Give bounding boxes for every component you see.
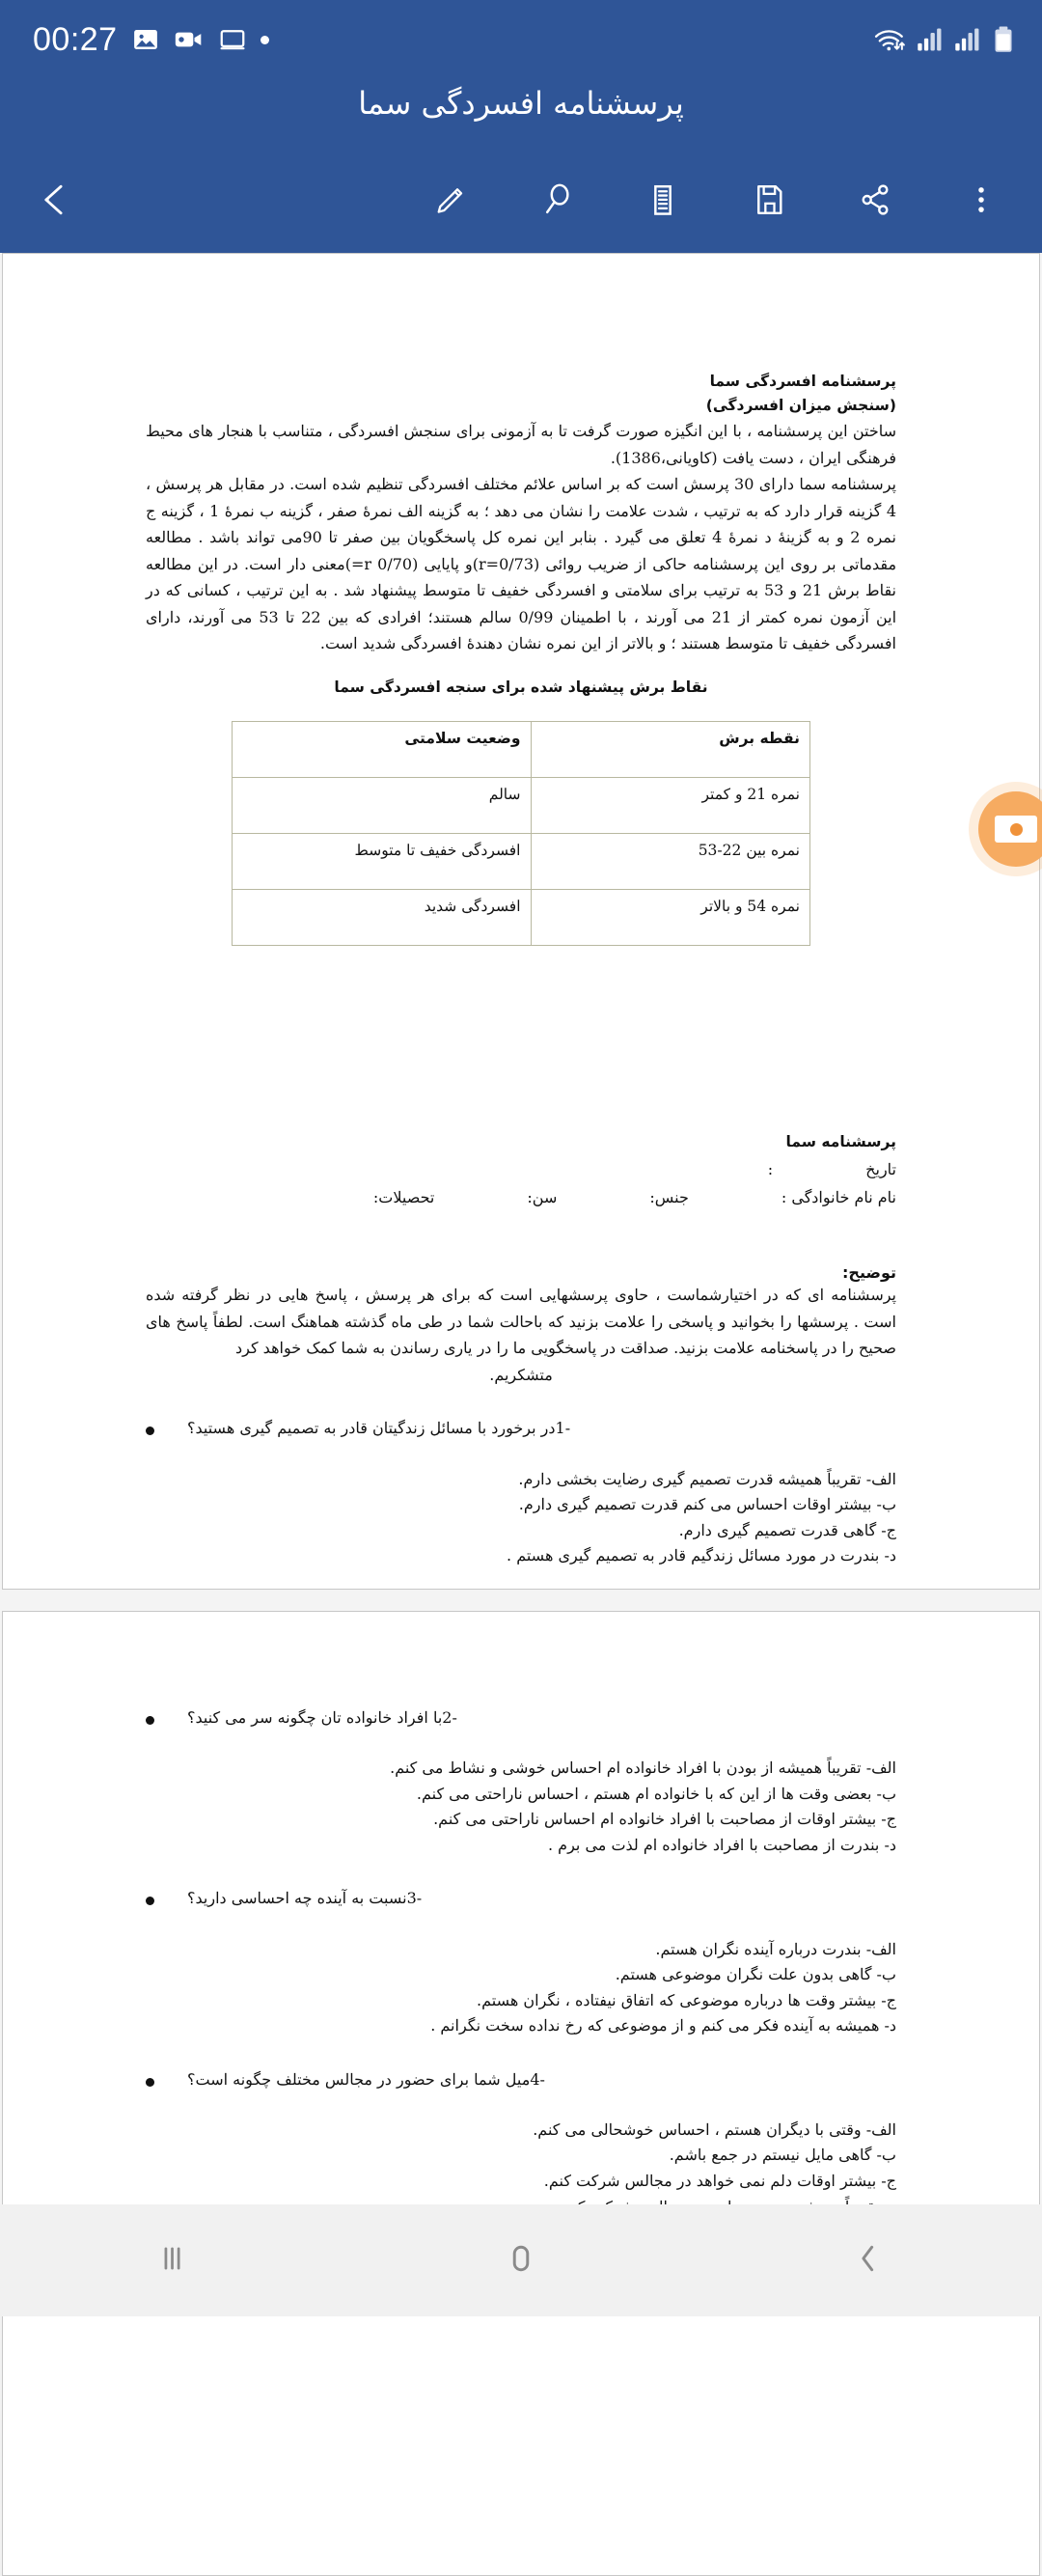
- table-row: [233, 833, 810, 889]
- home-icon: [500, 2237, 542, 2285]
- record-icon: [995, 816, 1037, 843]
- table-header-health: وضعیت سلامتی: [233, 721, 532, 777]
- option-jim: ج- بیشتر وقت ها درباره موضوعی که اتفاق نیفتاده ، نگران هستم.: [477, 1990, 896, 2009]
- back-chevron-icon: [847, 2237, 890, 2285]
- bullet-icon: [146, 1426, 154, 1435]
- table-cell-health: افسردگی شدید: [233, 889, 532, 945]
- option-dal: د- بندرت در مورد مسائل زندگیم قادر به تصمیم گیری هستم .: [507, 1546, 896, 1565]
- option-alef: الف- وقتی با دیگران هستم ، احساس خوشحالی می کنم.: [533, 2119, 896, 2139]
- option-dal: د- همیشه به آینده فکر می کنم و از موضوعی که رخ نداده سخت نگرانم .: [430, 2016, 896, 2036]
- wifi-icon: [873, 25, 906, 54]
- option-alef: الف- تقریباً همیشه از بودن با افراد خانواده ام احساس خوشی و نشاط می کنم.: [390, 1759, 896, 1778]
- question-3-text: -3نسبت به آینده چه احساسی دارید؟: [187, 1889, 423, 1908]
- toolbar-actions: [0, 151, 1042, 253]
- form-date-colon: :: [767, 1159, 774, 1178]
- list-document-icon: [641, 178, 685, 227]
- document-page-1: [2, 253, 1040, 1590]
- battery-icon: [992, 25, 1015, 54]
- question-4: [146, 2066, 896, 2092]
- bullet-icon: [146, 1897, 154, 1905]
- table-header-row: [233, 721, 810, 777]
- bullet-icon: [146, 1716, 154, 1725]
- form-date-label: تاریخ: [865, 1159, 896, 1178]
- save-button[interactable]: [733, 166, 805, 237]
- option-be: ب- گاهی مایل نیستم در جمع باشم.: [669, 2146, 896, 2165]
- document-page-2: [2, 1611, 1040, 2576]
- search-button[interactable]: [521, 166, 592, 237]
- question-2: [146, 1704, 896, 1731]
- back-button[interactable]: [19, 166, 91, 237]
- table-cell-cutpoint: نمره 54 و بالاتر: [531, 889, 810, 945]
- option-alef: الف- بندرت درباره آینده نگران هستم.: [655, 1939, 896, 1958]
- share-icon: [853, 178, 897, 227]
- page-2-content: [3, 1612, 1039, 2220]
- table-row: [233, 777, 810, 833]
- magnifier-icon: [535, 178, 579, 227]
- page-title: پرسشنامه افسردگی سما: [358, 85, 684, 122]
- form-age-label: سن:: [527, 1187, 558, 1206]
- option-jim: ج- گاهی قدرت تصمیم گیری دارم.: [678, 1520, 896, 1539]
- option-jim: ج- بیشتر اوقات دلم نمی خواهد در مجالس شرکت کنم.: [543, 2172, 896, 2191]
- pencil-icon: [428, 178, 473, 227]
- bullet-icon: [146, 2078, 154, 2087]
- option-jim: ج- بیشتر اوقات از مصاحبت با افراد خانواده ام احساس ناراحتی می کنم.: [433, 1810, 896, 1829]
- overflow-menu-button[interactable]: [946, 166, 1017, 237]
- option-dal: د- بندرت از مصاحبت با افراد خانواده ام لذت می برم .: [548, 1835, 896, 1854]
- option-be: ب- بیشتر اوقات احساس می کنم قدرت تصمیم گیری دارم.: [518, 1495, 896, 1514]
- three-dots-vertical-icon: [959, 178, 1003, 227]
- question-3: [146, 1885, 896, 1911]
- table-cell-health: افسردگی خفیف تا متوسط: [233, 833, 532, 889]
- question-3-options: [146, 1937, 896, 2039]
- floppy-disk-icon: [747, 178, 791, 227]
- question-1-text: -1در برخورد با مسائل زندگیتان قادر به تصمیم گیری هستید؟: [187, 1419, 571, 1438]
- form-education-label: تحصیلات:: [372, 1187, 435, 1206]
- dot-icon: [260, 36, 269, 44]
- explanation-title: توضیح:: [842, 1263, 896, 1283]
- nav-recents-button[interactable]: [101, 2204, 246, 2316]
- option-alef: الف- تقریباً همیشه قدرت تصمیم گیری رضایت بخشی دارم.: [518, 1469, 896, 1488]
- explanation-thanks: متشکریم.: [489, 1365, 553, 1384]
- question-2-options: [146, 1756, 896, 1858]
- back-arrow-icon: [33, 178, 77, 227]
- screen-cast-icon: [218, 25, 247, 54]
- signal-sim2-icon: [954, 26, 981, 53]
- form-name-label: نام نام خانوادگی :: [781, 1187, 896, 1206]
- signal-sim1-icon: [917, 26, 944, 53]
- image-icon: [131, 25, 160, 54]
- status-bar: [0, 0, 1042, 79]
- table-caption: نقاط برش پیشنهاد شده برای سنجه افسردگی سما: [334, 678, 708, 696]
- table-cell-health: سالم: [233, 777, 532, 833]
- doc-title-line2: (سنجش میزان افسردگی): [705, 397, 896, 415]
- table-row: [233, 889, 810, 945]
- table-cell-cutpoint: نمره بین 22-53: [531, 833, 810, 889]
- status-bar-left: [33, 21, 269, 59]
- respondent-form: [146, 1129, 896, 1211]
- cutoff-table: [232, 721, 810, 946]
- status-bar-right: [873, 25, 1015, 54]
- table-cell-cutpoint: نمره 21 و کمتر: [531, 777, 810, 833]
- question-1-options: [146, 1467, 896, 1569]
- outline-button[interactable]: [627, 166, 699, 237]
- question-2-text: -2با افراد خانواده تان چگونه سر می کنید؟: [187, 1708, 457, 1727]
- form-row-identity: [146, 1184, 896, 1212]
- video-camera-icon: [174, 25, 205, 54]
- form-title: پرسشنامه سما: [785, 1132, 896, 1150]
- recents-icon: [152, 2237, 195, 2285]
- explanation-body: پرسشنامه ای که در اختیارشماست ، حاوی پرسشهایی است که برای هر پرسش ، پاسخ هایی در نظر گرفته شده است . پرسشها را بخوانید و پاسخی را علامت بزنید که باحالت شما در طی ماه گذشته هماهنگ است. لطفاً پاسخ های صحیح را در پاسخنامه علامت بزنید. صداقت در پاسخگویی ما را در یاری رساندن به شما کمک خواهد کرد: [146, 1286, 897, 1358]
- app-toolbar: [0, 79, 1042, 253]
- doc-paragraph-1: ساختن این پرسشنامه ، با این انگیزه صورت گرفت تا به آزمونی برای سنجش افسردگی ، متناسب با هنجار های محیط فرهنگی ایران ، دست یافت (کاویانی،1386).: [146, 422, 896, 467]
- table-header-cutpoint: نقطه برش: [531, 721, 810, 777]
- question-4-text: -4میل شما برای حضور در مجالس مختلف چگونه است؟: [187, 2069, 545, 2089]
- nav-back-button[interactable]: [796, 2204, 941, 2316]
- option-be: ب- گاهی بدون علت نگران موضوعی هستم.: [615, 1965, 896, 1984]
- doc-title-line1: پرسشنامه افسردگی سما: [709, 373, 896, 390]
- record-dot-icon: [1010, 823, 1023, 836]
- option-be: ب- بعضی وقت ها از این که با خانواده ام هستم ، احساس ناراحتی می کنم.: [416, 1784, 896, 1803]
- form-row-date: [146, 1156, 896, 1184]
- system-navigation-bar: [0, 2204, 1042, 2316]
- page-1-content: [3, 254, 1039, 1569]
- nav-home-button[interactable]: [449, 2204, 593, 2316]
- form-gender-label: جنس:: [649, 1187, 689, 1206]
- doc-paragraph-2: پرسشنامه سما دارای 30 پرسش است که بر اساس علائم مختلف افسردگی تنظیم شده است. در مقابل هر پرسش ، 4 گزینه قرار دارد که به ترتیب ، شدت علامت را نشان می دهد ؛ به گزینه الف نمرهٔ صفر ، گزینه ب نمرهٔ 1 ، گزینه ج نمره 2 و به گزینهٔ د نمرهٔ 4 تعلق می گیرد . بنابر این نمره کل پاسخگویان بین صفر تا 90می تواند باشد . مطالعه مقدماتی بر روی این پرسشنامه حاکی از ضریب روائی (r=0/73)و پایایی (0/70 r=)معنی دار است. در این مطالعه نقاط برش 21 و 53 به ترتیب برای سلامتی و افسردگی خفیف تا متوسط پیشنهاد شد . به این ترتیب ، کسانی که در این آزمون نمره کمتر از 21 می آورند ، با اطمینان 0/99 سالم هستند؛ افرادی که بین 22 تا 53 می آورند، دارای افسردگی خفیف تا متوسط هستند ؛ و بالاتر از این نمره نشان دهندهٔ افسردگی شدید است.: [146, 475, 897, 653]
- edit-button[interactable]: [415, 166, 486, 237]
- document-scroll-area[interactable]: [0, 253, 1042, 2204]
- question-1: [146, 1415, 896, 1441]
- status-clock: 00:27: [33, 20, 118, 58]
- toolbar-action-group: [415, 166, 1017, 237]
- share-button[interactable]: [839, 166, 911, 237]
